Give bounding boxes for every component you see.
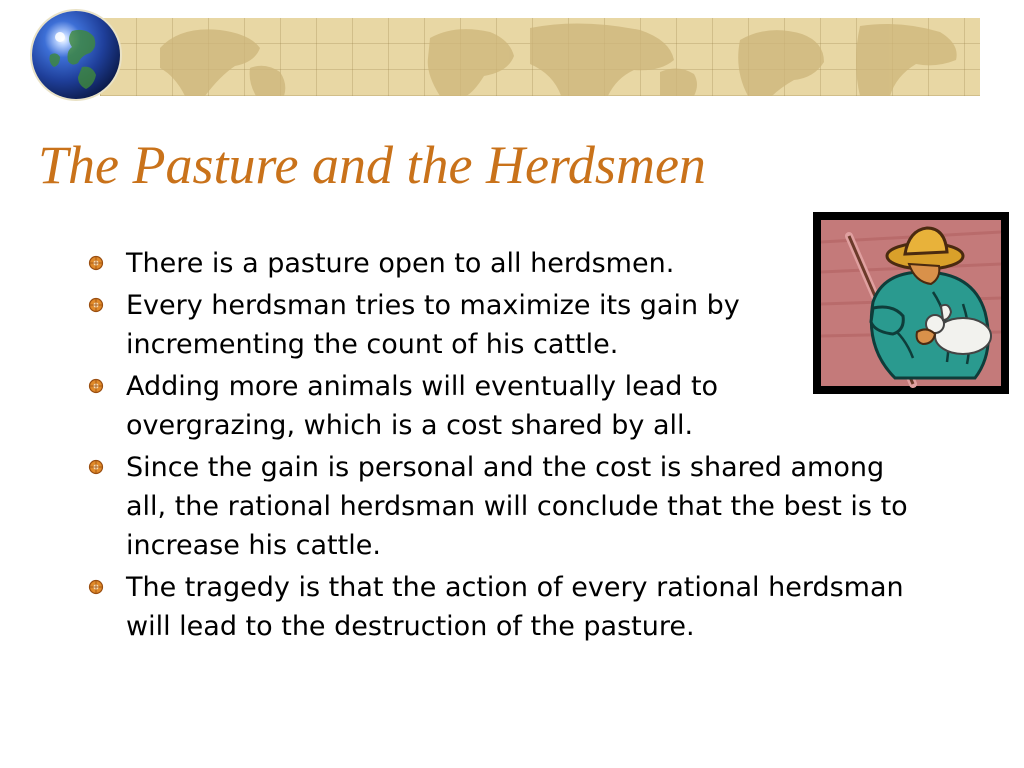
bullet-item xyxy=(88,244,816,283)
slide-title: The Pasture and the Herdsmen xyxy=(38,135,706,195)
bullet-text: Adding more animals will eventually lead to overgrazing, which is a cost shared by all. xyxy=(126,371,719,441)
bullet-item xyxy=(88,568,918,646)
bullet-item xyxy=(88,286,816,364)
bullet-item xyxy=(88,448,918,565)
bullet-list xyxy=(88,244,918,649)
orange-circle-bullet-icon xyxy=(88,297,104,313)
bullet-text: There is a pasture open to all herdsmen. xyxy=(126,248,675,279)
globe-continents xyxy=(32,11,120,99)
bullet-text: Every herdsman tries to maximize its gain by incrementing the count of his cattle. xyxy=(126,290,740,360)
bullet-text: Since the gain is personal and the cost is shared among all, the rational herdsman will conclude that the best is to increase his cattle. xyxy=(126,452,908,561)
orange-circle-bullet-icon xyxy=(88,579,104,595)
globe-icon xyxy=(32,11,120,99)
orange-circle-bullet-icon xyxy=(88,378,104,394)
bullet-item xyxy=(88,367,816,445)
orange-circle-bullet-icon xyxy=(88,459,104,475)
world-map-banner xyxy=(100,18,980,96)
world-map-shapes xyxy=(100,18,980,96)
orange-circle-bullet-icon xyxy=(88,255,104,271)
bullet-text: The tragedy is that the action of every rational herdsman will lead to the destruction of the pasture. xyxy=(126,572,904,642)
